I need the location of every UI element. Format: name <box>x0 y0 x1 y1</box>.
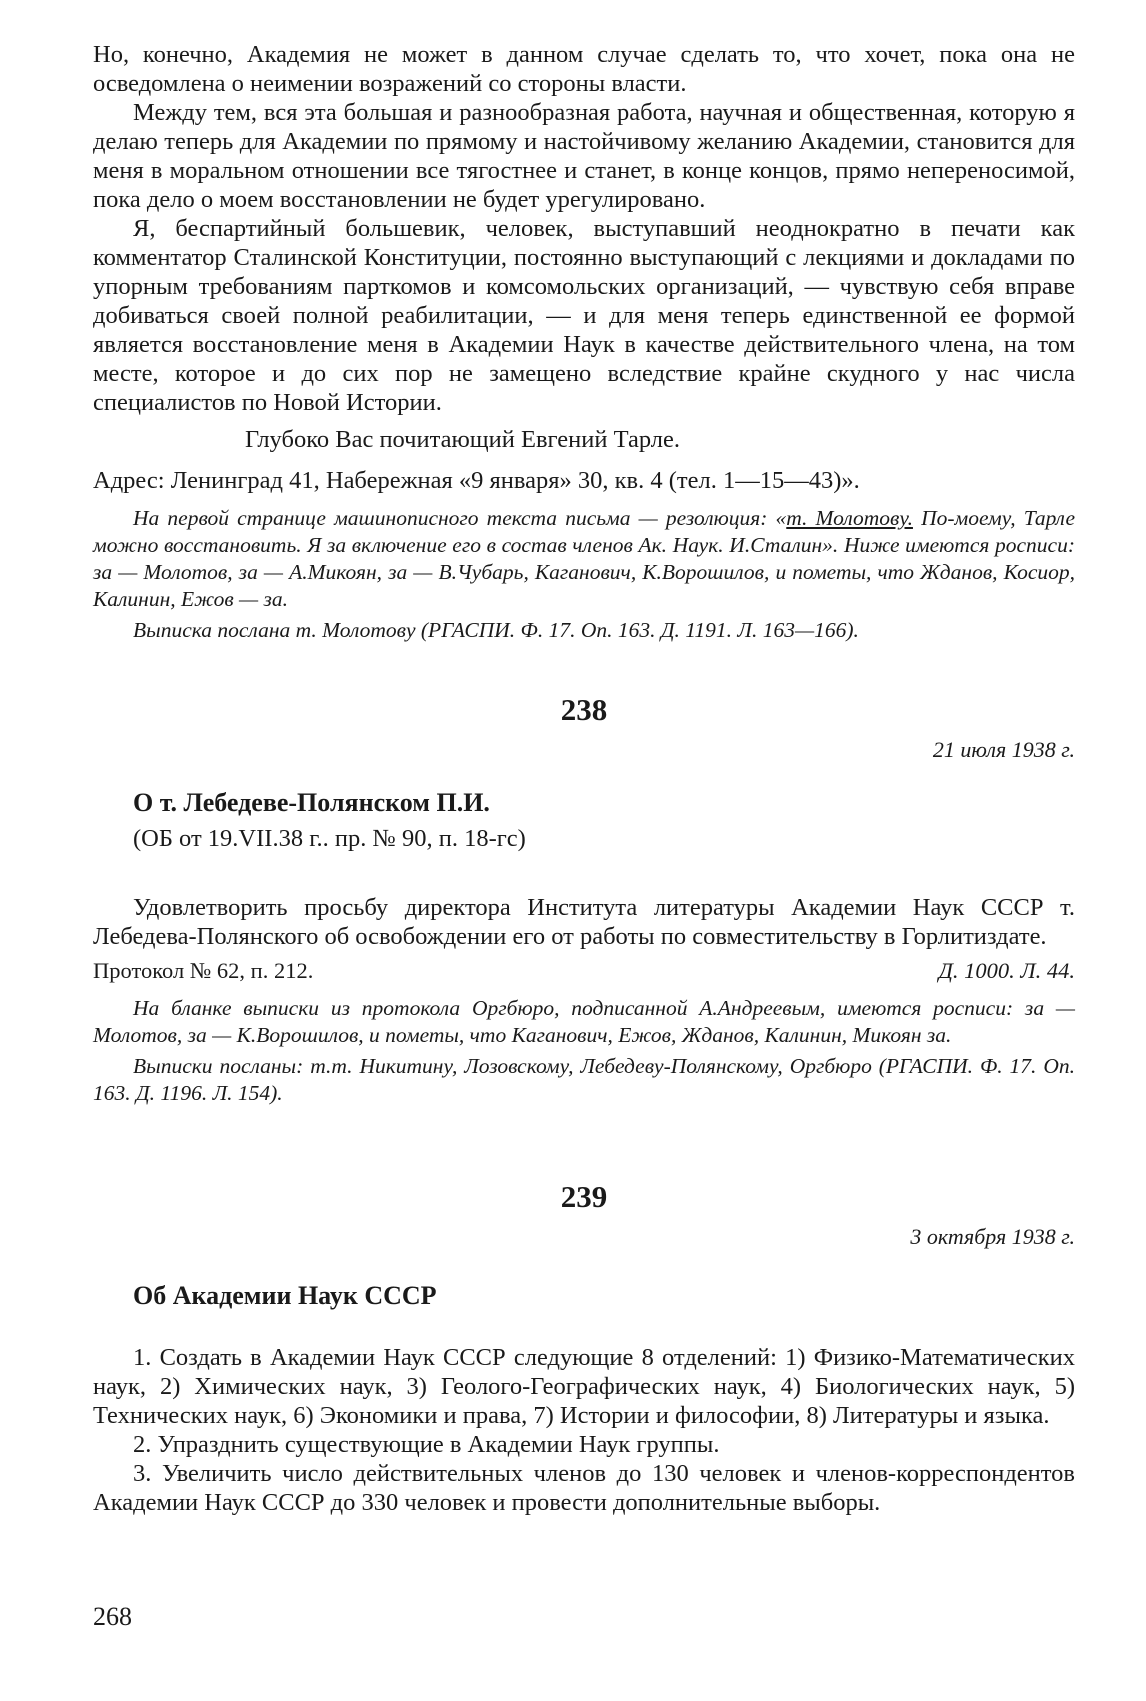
doc-238-number: 238 <box>560 692 608 727</box>
doc-239-number: 239 <box>560 1179 608 1214</box>
letter-signature: Глубоко Вас почитающий Евгений Тарле. <box>245 426 680 453</box>
doc-238-subtitle: (ОБ от 19.VII.38 г.. пр. № 90, п. 18-гс) <box>133 825 526 852</box>
doc-239-title: Об Академии Наук СССР <box>133 1281 437 1310</box>
doc-238-date: 21 июля 1938 г. <box>932 737 1075 762</box>
doc-238-archive-ref: Д. 1000. Л. 44. <box>938 958 1075 983</box>
note-resolution-underlined: т. Молотову. <box>786 506 913 530</box>
page-number: 268 <box>93 1602 132 1631</box>
doc-238-protocol-line <box>93 957 1075 985</box>
doc-238-title: О т. Лебедеве-Полянском П.И. <box>133 788 490 817</box>
doc-238-body: Удовлетворить просьбу директора Института литературы Академии Наук СССР т. Лебедева-Полянского об освобождении его от работы по совместительству в Горлитиздате. <box>93 894 1075 950</box>
note-resolution <box>93 505 1075 613</box>
letter-paragraph-1: Но, конечно, Академия не может в данном случае сделать то, что хочет, пока она не осведомлена о неимении возражений со стороны власти. <box>93 41 1075 97</box>
doc-239-date: 3 октября 1938 г. <box>910 1224 1075 1249</box>
doc-239-item-2: 2. Упразднить существующие в Академии Наук группы. <box>133 1431 720 1458</box>
note-resolution-rest: По-моему, Тарле можно восстановить. Я за включение его в состав членов Ак. Наук. И.Сталин». Ниже имеются росписи: за — Молотов, за — А.Микоян, за — В.Чубарь, Каганович, К.Ворошилов, и пометы, что Жданов, Косиор, Калинин, Ежов — за. <box>93 506 1076 611</box>
doc-239-item-3: 3. Увеличить число действительных членов до 130 человек и членов-корреспондентов Академии Наук СССР до 330 человек и провести дополнительные выборы. <box>93 1460 1075 1516</box>
note-letter-sent: Выписка послана т. Молотову (РГАСПИ. Ф. 17. Оп. 163. Д. 1191. Л. 163—166). <box>133 618 859 642</box>
doc-238-note-signatures: На бланке выписки из протокола Оргбюро, подписанной А.Андреевым, имеются росписи: за — Молотов, за — К.Ворошилов, и пометы, что Каганович, Ежов, Жданов, Калинин, Микоян за. <box>93 996 1075 1047</box>
letter-paragraph-3: Я, беспартийный большевик, человек, выступавший неоднократно в печати как комментатор Сталинской Конституции, постоянно выступающий с лекциями и докладами по упорным требованиям парткомов и комсомольских организаций, — чувствую себя вправе добиваться своей полной реабилитации, — и для меня теперь единственной ее формой является восстановление меня в Академии Наук в качестве действительного члена, на том месте, которое и до сих пор не замещено вследствие крайне скудного у нас числа специалистов по Новой Истории. <box>93 215 1075 416</box>
doc-238-note-sent: Выписки посланы: т.т. Никитину, Лозовскому, Лебедеву-Полянскому, Оргбюро (РГАСПИ. Ф. 17. Оп. 163. Д. 1196. Л. 154). <box>93 1054 1075 1105</box>
letter-address: Адрес: Ленинград 41, Набережная «9 января» 30, кв. 4 (тел. 1—15—43)». <box>93 467 860 494</box>
doc-238-protocol: Протокол № 62, п. 212. <box>93 958 314 983</box>
doc-239-item-1: 1. Создать в Академии Наук СССР следующие 8 отделений: 1) Физико-Математических наук, 2) Химических наук, 3) Геолого-Географических наук, 4) Биологических наук, 5) Технических наук, 6) Экономики и права, 7) Истории и философии, 8) Литературы и языка. <box>93 1344 1075 1429</box>
document-page <box>93 40 1075 1517</box>
note-resolution-prefix: На первой странице машинописного текста письма — резолюция: « <box>133 506 787 530</box>
letter-paragraph-2: Между тем, вся эта большая и разнообразная работа, научная и общественная, которую я делаю теперь для Академии по прямому и настойчивому желанию Академии, становится для меня в моральном отношении все тягостнее и станет, в конце концов, прямо непереносимой, пока дело о моем восстановлении не будет урегулировано. <box>93 99 1075 213</box>
